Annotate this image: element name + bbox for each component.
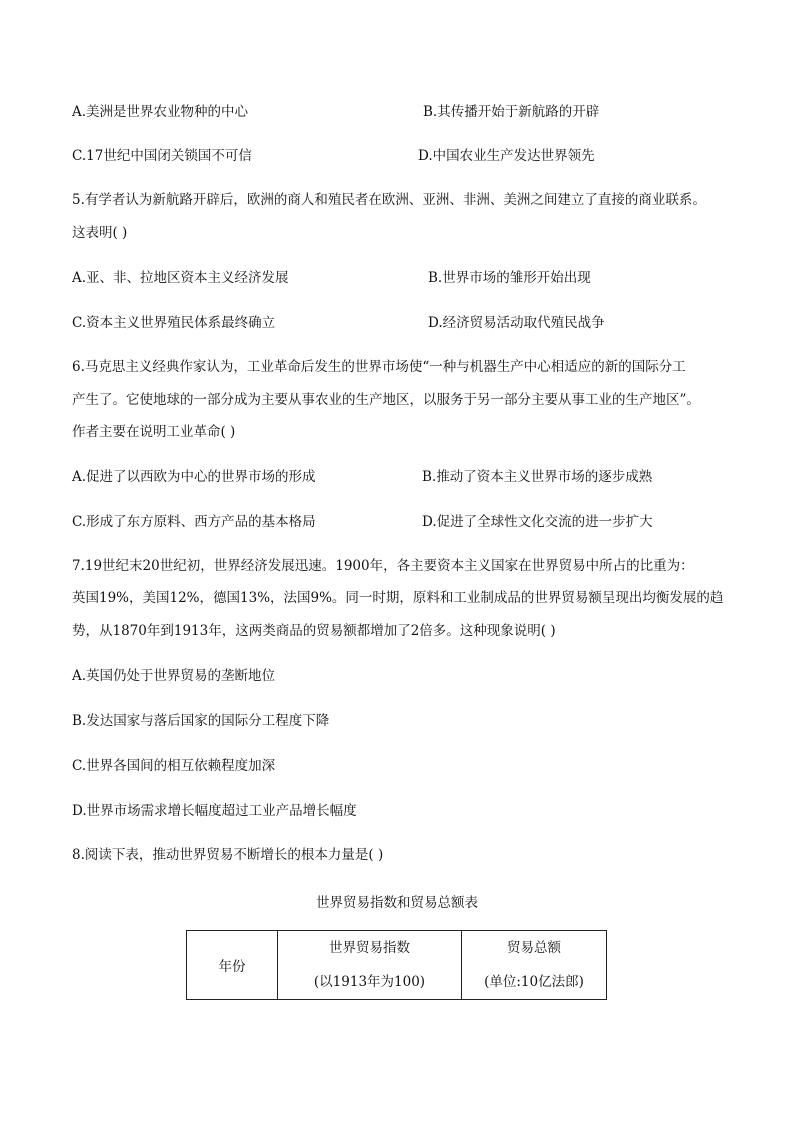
q4-option-a: A.美洲是世界农业物种的中心	[72, 104, 249, 120]
q7-stem-line1: 7.19世纪末20世纪初，世界经济发展迅速。1900年，各主要资本主义国家在世界贸易中所占的比重为：	[72, 558, 694, 574]
header-year-label: 年份	[218, 959, 246, 975]
table-title: 世界贸易指数和贸易总额表	[316, 895, 478, 911]
header-trade-index-unit: (以1913年为100)	[313, 974, 426, 990]
q5-option-a: A.亚、非、拉地区资本主义经济发展	[72, 270, 289, 286]
q7-stem-line3: 势，从1870年到1913年，这两类商品的贸易额都增加了2倍多。这种现象说明( )	[72, 623, 556, 639]
q5-stem-line2: 这表明( )	[72, 225, 128, 241]
q4-option-b: B.其传播开始于新航路的开辟	[423, 104, 600, 120]
q5-option-d: D.经济贸易活动取代殖民战争	[428, 315, 605, 331]
q5-option-c: C.资本主义世界殖民体系最终确立	[72, 315, 276, 331]
q4-option-c: C.17世纪中国闭关锁国不可信	[72, 148, 252, 164]
q8-stem-line1: 8.阅读下表，推动世界贸易不断增长的根本力量是( )	[72, 847, 384, 863]
q7-option-c: C.世界各国间的相互依赖程度加深	[72, 758, 276, 774]
q6-option-a: A.促进了以西欧为中心的世界市场的形成	[72, 469, 316, 485]
q6-stem-line1: 6.马克思主义经典作家认为，工业革命后发生的世界市场使“一种与机器生产中心相适应的新的国际分工	[72, 359, 686, 375]
q7-option-b: B.发达国家与落后国家的国际分工程度下降	[72, 713, 330, 729]
q6-option-b: B.推动了资本主义世界市场的逐步成熟	[422, 469, 653, 485]
q4-option-d: D.中国农业生产发达世界领先	[418, 148, 595, 164]
table-header-year	[187, 931, 278, 1000]
q7-option-d: D.世界市场需求增长幅度超过工业产品增长幅度	[72, 803, 357, 819]
q6-stem-line3: 作者主要在说明工业革命( )	[72, 424, 236, 440]
table-header-trade-index	[278, 931, 462, 1000]
header-trade-total-label: 贸易总额	[507, 940, 561, 956]
table-header-trade-total	[462, 931, 607, 1000]
q5-option-b: B.世界市场的雏形开始出现	[428, 270, 591, 286]
q7-option-a: A.英国仍处于世界贸易的垄断地位	[72, 668, 276, 684]
q7-stem-line2: 英国19%，美国12%，德国13%，法国9%。同一时期，原料和工业制成品的世界贸易额呈现出均衡发展的趋	[72, 590, 724, 606]
q6-stem-line2: 产生了。它使地球的一部分成为主要从事农业的生产地区，以服务于另一部分主要从事工业的生产地区”。	[72, 392, 700, 408]
q6-option-c: C.形成了东方原料、西方产品的基本格局	[72, 514, 316, 530]
q5-stem-line1: 5.有学者认为新航路开辟后，欧洲的商人和殖民者在欧洲、亚洲、非洲、美洲之间建立了直接的商业联系。	[72, 192, 706, 208]
trade-table	[186, 930, 607, 1000]
q6-option-d: D.促进了全球性文化交流的进一步扩大	[422, 514, 653, 530]
header-trade-index-label: 世界贸易指数	[329, 940, 410, 956]
header-trade-total-unit: (单位:10亿法郎)	[484, 974, 584, 990]
table-row	[187, 931, 607, 1000]
